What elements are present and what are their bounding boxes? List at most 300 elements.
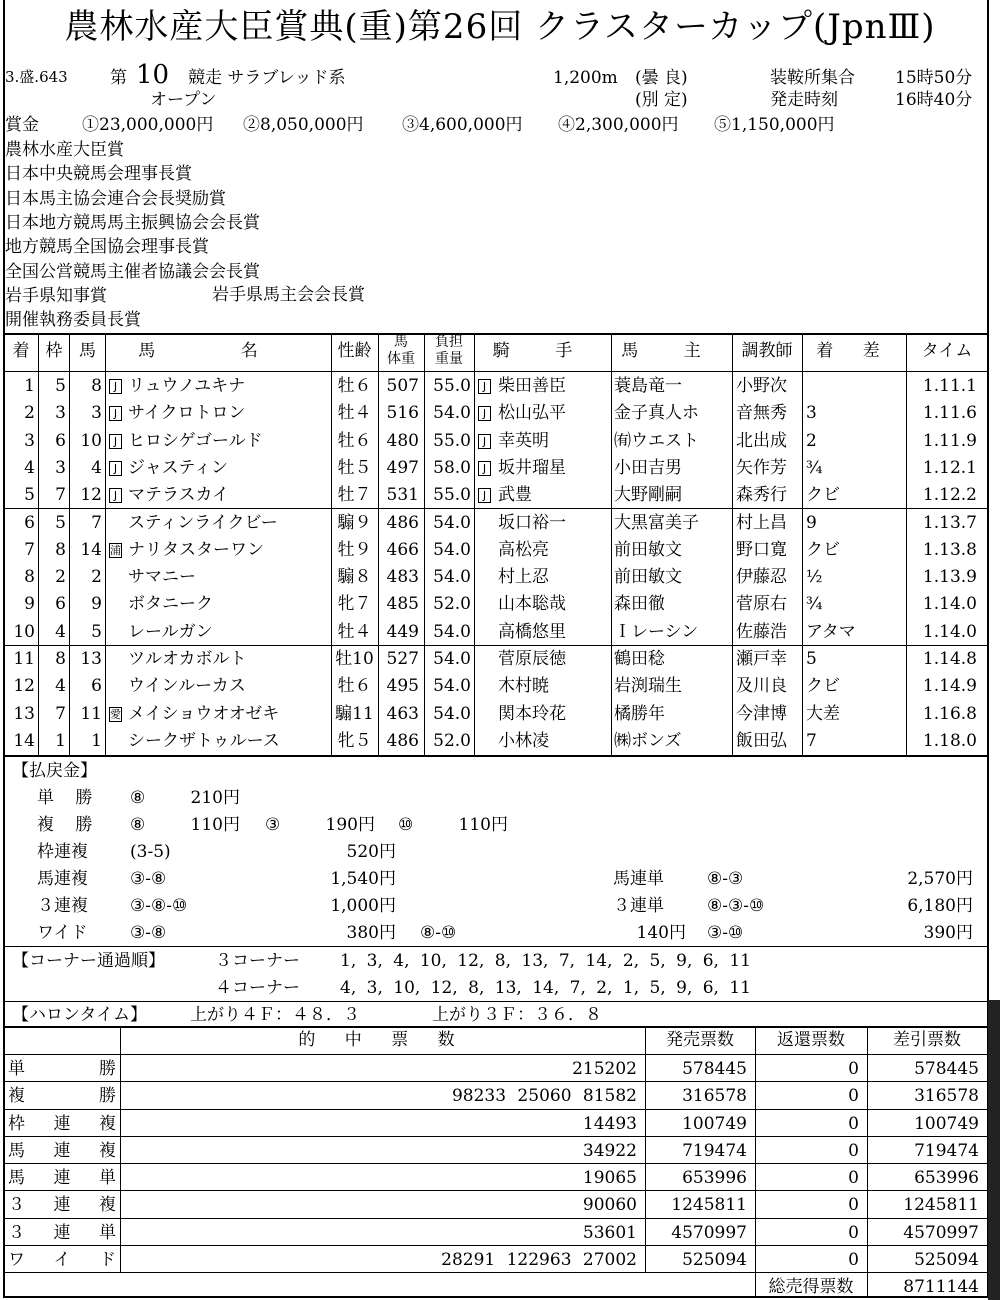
- result-carried-weight: 55.0: [433, 376, 471, 396]
- col-num: 馬: [79, 341, 96, 361]
- payout-bracket-label: 枠連複: [37, 842, 88, 862]
- result-jockey: 幸英明: [498, 430, 549, 451]
- result-horse-number: 8: [91, 376, 102, 396]
- result-frame: 2: [55, 567, 66, 588]
- tickets-row-label: [8, 1140, 116, 1161]
- tickets-hit-count: 14493: [582, 1113, 637, 1134]
- result-frame: 4: [55, 676, 66, 697]
- tickets-hit-count: 98233 25060 81582: [451, 1086, 637, 1107]
- result-sex-age: 牡９: [337, 539, 372, 560]
- result-horse-name: ウインルーカス: [128, 676, 246, 697]
- tickets-col-sold: 発売票数: [666, 1030, 734, 1050]
- tickets-row-label: [8, 1222, 116, 1243]
- tickets-row-label: [8, 1170, 116, 1187]
- result-carried-weight: 52.0: [433, 594, 471, 615]
- tickets-row-label-char: 単: [99, 1222, 116, 1243]
- result-jockey: 高松亮: [498, 539, 549, 560]
- col-rank: 着: [12, 341, 30, 361]
- race-prefix: 第: [110, 68, 127, 88]
- prize-1: ①23,000,000円: [82, 115, 214, 135]
- tickets-row-label-char: 複: [99, 1113, 116, 1134]
- result-horse-name: サイクロトロン: [128, 403, 246, 424]
- tickets-row-label-char: ド: [99, 1249, 116, 1270]
- horse-mark-badge: J: [109, 434, 122, 449]
- result-owner: 小田吉男: [614, 457, 682, 478]
- result-horse-weight: 497: [386, 457, 419, 478]
- tickets-row-label-char: 連: [53, 1113, 71, 1134]
- result-trainer: 北出成: [736, 430, 787, 451]
- tickets-row-label-char: イ: [53, 1249, 71, 1270]
- result-horse-weight: 495: [386, 676, 419, 697]
- result-carried-weight: 54.0: [433, 703, 471, 724]
- result-carried-weight: 54.0: [433, 649, 471, 669]
- result-jockey: 関本玲花: [498, 703, 566, 724]
- payout-win-amount: 210円: [190, 788, 240, 808]
- result-margin: クビ: [806, 676, 840, 697]
- tickets-total-value: 8711144: [903, 1277, 979, 1297]
- result-sex-age: 牡４: [337, 621, 372, 642]
- result-carried-weight: 58.0: [433, 457, 471, 478]
- col-load-b: 重量: [435, 351, 463, 367]
- result-owner: ㈱ボンズ: [614, 730, 682, 751]
- payout-trio-combo: ③-⑧-⑩: [130, 896, 188, 916]
- result-sex-age: 牡７: [337, 485, 372, 506]
- result-trainer: 小野次: [736, 376, 787, 396]
- tickets-row-label-char: 複: [8, 1086, 25, 1107]
- edge-shadow: [988, 1000, 1000, 1300]
- start-label: 発走時刻: [770, 90, 838, 110]
- tickets-row-label-char: 枠: [8, 1113, 25, 1134]
- results-column-rule: [38, 333, 39, 755]
- tickets-net-count: 578445: [914, 1059, 979, 1079]
- corner-4-order: 4, 3, 10, 12, 8, 13, 14, 7, 2, 1, 5, 9, 6, 11: [340, 978, 752, 998]
- payout-place-label: 複 勝: [37, 815, 101, 835]
- tickets-refund-count: 0: [848, 1086, 859, 1107]
- result-sex-age: 牡４: [337, 403, 372, 424]
- result-margin: 2: [806, 430, 817, 451]
- result-carried-weight: 54.0: [433, 621, 471, 642]
- furlong-last-4f: 上がり４Ｆ：４８．３: [190, 1005, 360, 1025]
- tickets-sold-count: 653996: [682, 1168, 747, 1188]
- tickets-row-label-char: 馬: [8, 1140, 25, 1161]
- result-sex-age: 騸11: [335, 703, 374, 724]
- result-carried-weight: 55.0: [433, 430, 471, 451]
- tickets-row-rule: [3, 1163, 988, 1164]
- results-top-rule: [3, 333, 988, 335]
- track-condition: (曇 良): [635, 68, 688, 88]
- tickets-refund-count: 0: [848, 1140, 859, 1161]
- payout-place-combo-2: ③: [265, 815, 281, 835]
- result-rank: 9: [24, 594, 35, 615]
- result-time: 1.12.2: [922, 485, 977, 506]
- result-time: 1.14.8: [922, 649, 977, 669]
- race-number: 10: [136, 60, 170, 90]
- tickets-row-label-char: 連: [53, 1140, 71, 1161]
- result-carried-weight: 54.0: [433, 539, 471, 560]
- award-item: 日本馬主協会連合会長奨励賞: [5, 188, 226, 209]
- result-rank: 2: [24, 403, 35, 424]
- tickets-sold-count: 316578: [682, 1086, 747, 1107]
- result-horse-number: 1: [91, 730, 102, 751]
- tickets-row-rule: [3, 1190, 988, 1191]
- result-frame: 1: [55, 730, 66, 751]
- jockey-mark-badge: J: [478, 461, 491, 476]
- payout-wide-amount-1: 380円: [346, 923, 396, 943]
- result-sex-age: 牡10: [335, 649, 374, 669]
- col-sexage: 性齢: [337, 341, 372, 361]
- result-horse-weight: 463: [386, 703, 419, 724]
- col-frame: 枠: [45, 341, 63, 361]
- payout-label: 【払戻金】: [12, 761, 97, 781]
- result-frame: 7: [55, 485, 66, 506]
- result-margin: ¾: [806, 457, 823, 478]
- result-owner: 森田徹: [614, 594, 665, 615]
- result-horse-number: 3: [91, 403, 102, 424]
- award-item: 地方競馬全国協会理事長賞: [5, 237, 209, 258]
- tickets-row-label: [8, 1197, 116, 1214]
- result-frame: 8: [55, 539, 66, 560]
- race-title: 農林水産大臣賞典(重)第26回 クラスターカップ(JpnⅢ): [64, 7, 936, 47]
- tickets-row-label-char: 連: [53, 1195, 71, 1216]
- results-column-rule: [105, 333, 106, 755]
- result-jockey: 柴田善臣: [498, 376, 566, 396]
- result-horse-number: 14: [80, 539, 102, 560]
- result-horse-name: ジャスティン: [128, 457, 228, 478]
- result-horse-name: ヒロシゲゴールド: [128, 430, 263, 451]
- col-margin: 着 差: [816, 341, 892, 361]
- result-rank: 4: [24, 457, 35, 478]
- result-time: 1.13.8: [922, 539, 977, 560]
- result-sex-age: 騸８: [337, 567, 372, 588]
- result-trainer: 野口寛: [736, 539, 787, 560]
- payout-wide-combo-1: ③-⑧: [130, 923, 167, 943]
- result-time: 1.13.7: [922, 512, 977, 533]
- payout-place-amount-2: 190円: [325, 815, 375, 835]
- tickets-net-count: 100749: [914, 1113, 979, 1134]
- result-horse-name: ナリタスターワン: [128, 539, 264, 560]
- prize-label: 賞金: [5, 115, 39, 135]
- tickets-refund-count: 0: [848, 1195, 859, 1216]
- result-horse-number: 6: [91, 676, 102, 697]
- award-extra: 岩手県馬主会会長賞: [212, 285, 365, 305]
- result-horse-weight: 480: [386, 430, 419, 451]
- result-rank: 12: [13, 676, 35, 697]
- results-group-rule-2: [3, 645, 988, 646]
- tickets-net-count: 4570997: [903, 1222, 979, 1243]
- result-frame: 6: [55, 594, 66, 615]
- result-rank: 1: [24, 376, 35, 396]
- tickets-row-rule: [3, 1109, 988, 1110]
- result-horse-name: マテラスカイ: [128, 485, 229, 506]
- payout-win-combo: ⑧: [130, 788, 146, 808]
- result-trainer: 瀬戸幸: [736, 649, 787, 669]
- result-margin: 大差: [806, 703, 840, 724]
- result-time: 1.13.9: [922, 567, 977, 588]
- result-margin: 3: [806, 403, 817, 424]
- results-column-rule: [474, 333, 475, 755]
- corner-3-label: ３コーナー: [215, 951, 300, 971]
- result-horse-weight: 449: [386, 621, 419, 642]
- payout-exacta-label: 馬連単: [613, 869, 664, 889]
- result-trainer: 菅原右: [736, 594, 787, 615]
- results-column-rule: [802, 333, 803, 755]
- result-carried-weight: 54.0: [433, 403, 471, 424]
- award-item: 開催執務委員長賞: [5, 310, 141, 331]
- result-jockey: 菅原辰徳: [498, 649, 566, 669]
- tickets-net-count: 653996: [914, 1168, 979, 1188]
- jockey-mark-badge: J: [478, 488, 491, 503]
- award-item: 農林水産大臣賞: [5, 140, 124, 160]
- tickets-row-label-char: 連: [53, 1168, 71, 1188]
- corner-3-order: 1, 3, 4, 10, 12, 8, 13, 7, 14, 2, 5, 9, 6, 11: [340, 951, 752, 971]
- paddock-label: 装鞍所集合: [770, 68, 855, 88]
- paddock-time: 15時50分: [895, 68, 973, 88]
- result-carried-weight: 55.0: [433, 485, 471, 506]
- results-column-rule: [732, 333, 733, 755]
- race-kind: 競走 サラブレッド系: [188, 68, 346, 88]
- result-frame: 8: [55, 649, 66, 669]
- tickets-header-rule: [3, 1054, 988, 1055]
- tickets-row-label: [8, 1249, 116, 1270]
- payout-trio-amount: 1,000円: [330, 896, 396, 916]
- results-group-rule-1: [3, 508, 988, 509]
- award-item: 日本中央競馬会理事長賞: [5, 164, 192, 185]
- results-header-rule: [3, 371, 988, 372]
- tickets-row-rule: [3, 1218, 988, 1219]
- tickets-net-count: 316578: [914, 1086, 979, 1107]
- result-horse-name: シークザトゥルース: [128, 730, 280, 751]
- result-sex-age: 牡６: [337, 376, 372, 396]
- tickets-row-rule: [3, 1136, 988, 1137]
- tickets-net-count: 525094: [914, 1249, 979, 1270]
- payout-place-amount-3: 110円: [458, 815, 508, 835]
- result-rank: 3: [24, 430, 35, 451]
- tickets-row-label: [8, 1088, 116, 1105]
- tickets-row-label: [8, 1113, 116, 1134]
- jockey-mark-badge: J: [478, 434, 491, 449]
- tickets-col-refund: 返還票数: [777, 1030, 845, 1050]
- result-frame: 3: [55, 457, 66, 478]
- prize-3: ③4,600,000円: [402, 115, 523, 135]
- result-owner: 前田敏文: [614, 567, 682, 588]
- result-trainer: 佐藤浩: [736, 621, 787, 642]
- prize-2: ②8,050,000円: [243, 115, 364, 135]
- result-time: 1.11.1: [922, 376, 977, 396]
- result-rank: 10: [13, 621, 35, 642]
- result-time: 1.11.6: [922, 403, 977, 424]
- result-frame: 5: [55, 512, 66, 533]
- corner-top-rule: [3, 946, 988, 947]
- horse-mark-badge: 浦: [110, 543, 121, 557]
- horse-mark-badge: J: [109, 461, 122, 476]
- tickets-sold-count: 1245811: [671, 1195, 747, 1216]
- result-sex-age: 牡６: [337, 430, 372, 451]
- tickets-hit-count: 215202: [572, 1059, 637, 1079]
- result-horse-number: 9: [91, 594, 102, 615]
- result-owner: ㈲ウエスト: [614, 430, 699, 451]
- result-frame: 6: [55, 430, 66, 451]
- result-horse-number: 4: [91, 457, 102, 478]
- result-horse-number: 11: [80, 703, 102, 724]
- result-sex-age: 騸９: [337, 512, 372, 533]
- tickets-net-count: 719474: [914, 1140, 979, 1161]
- result-margin: ¾: [806, 594, 823, 615]
- result-jockey: 松山弘平: [498, 403, 566, 424]
- result-trainer: 伊藤忍: [736, 567, 787, 588]
- tickets-refund-count: 0: [848, 1249, 859, 1270]
- result-owner: 大野剛嗣: [614, 485, 682, 506]
- corner-label: 【コーナー通過順】: [12, 951, 165, 971]
- result-margin: 7: [806, 730, 817, 751]
- result-trainer: 音無秀: [736, 403, 787, 424]
- result-owner: 橘勝年: [614, 703, 665, 724]
- tickets-row-label-char: 連: [53, 1222, 71, 1243]
- result-frame: 7: [55, 703, 66, 724]
- result-time: 1.12.1: [922, 457, 977, 478]
- result-trainer: 及川良: [736, 676, 787, 697]
- result-carried-weight: 54.0: [433, 512, 471, 533]
- tickets-total-label: 総売得票数: [768, 1277, 854, 1297]
- result-horse-name: ボタニーク: [128, 594, 213, 615]
- payout-place-amount-1: 110円: [190, 815, 240, 835]
- tickets-sold-count: 100749: [682, 1113, 747, 1134]
- results-column-rule: [611, 333, 612, 755]
- payout-wide-combo-2: ⑧-⑩: [420, 923, 457, 943]
- col-name: 馬 名: [138, 341, 298, 361]
- tickets-sold-count: 719474: [682, 1140, 747, 1161]
- result-time: 1.14.9: [922, 676, 977, 697]
- tickets-top-rule: [3, 1026, 988, 1028]
- result-time: 1.14.0: [922, 621, 977, 642]
- result-jockey: 山本聡哉: [498, 594, 566, 615]
- result-margin: 9: [806, 512, 817, 533]
- tickets-hit-count: 34922: [582, 1140, 637, 1161]
- tickets-row-label-char: 単: [8, 1059, 25, 1079]
- result-horse-weight: 531: [386, 485, 419, 506]
- result-margin: クビ: [806, 539, 840, 560]
- payout-exacta-combo: ⑧-③: [707, 869, 744, 889]
- result-jockey: 木村暁: [498, 676, 549, 697]
- tickets-row-label-char: ３: [8, 1222, 25, 1243]
- col-owner: 馬 主: [621, 341, 721, 361]
- result-sex-age: 牡６: [337, 676, 372, 697]
- result-trainer: 森秀行: [736, 485, 787, 506]
- col-time: タイム: [921, 341, 973, 361]
- tickets-hit-count: 53601: [582, 1222, 637, 1243]
- result-horse-name: リュウノユキナ: [128, 376, 246, 396]
- payout-place-combo-3: ⑩: [398, 815, 414, 835]
- tickets-row-label-char: ワ: [8, 1249, 25, 1270]
- result-jockey: 村上忍: [498, 567, 549, 588]
- result-rank: 13: [13, 703, 35, 724]
- result-horse-number: 5: [91, 621, 102, 642]
- result-horse-name: サマニー: [128, 567, 196, 588]
- col-weight-b: 体重: [387, 351, 415, 367]
- payout-wide-amount-2: 140円: [636, 923, 686, 943]
- result-rank: 7: [24, 539, 35, 560]
- tickets-row-label-char: 勝: [99, 1059, 116, 1079]
- result-rank: 5: [24, 485, 35, 506]
- result-horse-weight: 486: [386, 512, 419, 533]
- jockey-mark-badge: J: [478, 406, 491, 421]
- payout-trifecta-amount: 6,180円: [907, 896, 973, 916]
- tickets-row-label-char: ３: [8, 1195, 25, 1216]
- payout-quinella-label: 馬連複: [37, 869, 88, 889]
- payout-place-combo-1: ⑧: [130, 815, 146, 835]
- award-item: 岩手県知事賞: [5, 285, 107, 306]
- tickets-sold-count: 578445: [682, 1059, 747, 1079]
- result-time: 1.11.9: [922, 430, 977, 451]
- results-bottom-rule: [3, 755, 988, 757]
- result-owner: Ｉレーシン: [614, 621, 699, 642]
- result-trainer: 飯田弘: [736, 730, 787, 751]
- results-column-rule: [69, 333, 70, 755]
- payout-trifecta-label: ３連単: [613, 896, 664, 916]
- result-horse-weight: 485: [386, 594, 419, 615]
- result-sex-age: 牝５: [337, 730, 372, 751]
- result-horse-weight: 483: [386, 567, 419, 588]
- tickets-row-label-char: 単: [99, 1168, 116, 1188]
- tickets-row-rule: [3, 1081, 988, 1082]
- col-trainer: 調教師: [741, 341, 793, 361]
- result-frame: 3: [55, 403, 66, 424]
- payout-wide-label: ワイド: [37, 923, 88, 943]
- tickets-refund-count: 0: [848, 1222, 859, 1243]
- result-horse-number: 12: [80, 485, 102, 506]
- tickets-row-rule: [3, 1245, 988, 1246]
- result-horse-weight: 516: [386, 403, 419, 424]
- result-horse-weight: 527: [386, 649, 419, 669]
- result-trainer: 村上昌: [736, 512, 787, 533]
- result-horse-name: メイショウオオゼキ: [128, 703, 280, 724]
- tickets-col-hit: 的 中 票 数: [298, 1030, 467, 1050]
- tickets-refund-count: 0: [848, 1168, 859, 1188]
- result-rank: 11: [13, 649, 35, 669]
- result-owner: 鶴田稔: [614, 649, 665, 669]
- result-owner: 金子真人ホ: [614, 403, 699, 424]
- result-jockey: 武豊: [498, 485, 532, 506]
- result-frame: 4: [55, 621, 66, 642]
- result-carried-weight: 52.0: [433, 730, 471, 751]
- payout-bracket-amount: 520円: [346, 842, 396, 862]
- tickets-sold-count: 4570997: [671, 1222, 747, 1243]
- payout-exacta-amount: 2,570円: [907, 869, 973, 889]
- payout-wide-amount-3: 390円: [923, 923, 973, 943]
- furlong-top-rule: [3, 1001, 988, 1002]
- tickets-refund-count: 0: [848, 1059, 859, 1079]
- award-item: 日本地方競馬馬主振興協会会長賞: [5, 212, 260, 233]
- col-weight-a: 馬: [394, 334, 408, 350]
- tickets-hit-count: 28291 122963 27002: [441, 1249, 637, 1270]
- result-sex-age: 牡５: [337, 457, 372, 478]
- result-horse-weight: 486: [386, 730, 419, 751]
- horse-mark-badge: 愛: [110, 707, 121, 721]
- result-horse-number: 13: [80, 649, 102, 669]
- result-rank: 8: [24, 567, 35, 588]
- award-item: 全国公営競馬主催者協議会会長賞: [5, 261, 260, 282]
- horse-mark-badge: J: [109, 406, 122, 421]
- result-horse-number: 7: [91, 512, 102, 533]
- result-carried-weight: 54.0: [433, 676, 471, 697]
- result-frame: 5: [55, 376, 66, 396]
- corner-4-label: ４コーナー: [215, 978, 300, 998]
- result-time: 1.14.0: [922, 594, 977, 615]
- result-margin: アタマ: [806, 621, 856, 642]
- result-horse-name: スティンライクビー: [128, 512, 278, 533]
- furlong-label: 【ハロンタイム】: [12, 1005, 147, 1025]
- prize-4: ④2,300,000円: [558, 115, 679, 135]
- result-horse-number: 2: [91, 567, 102, 588]
